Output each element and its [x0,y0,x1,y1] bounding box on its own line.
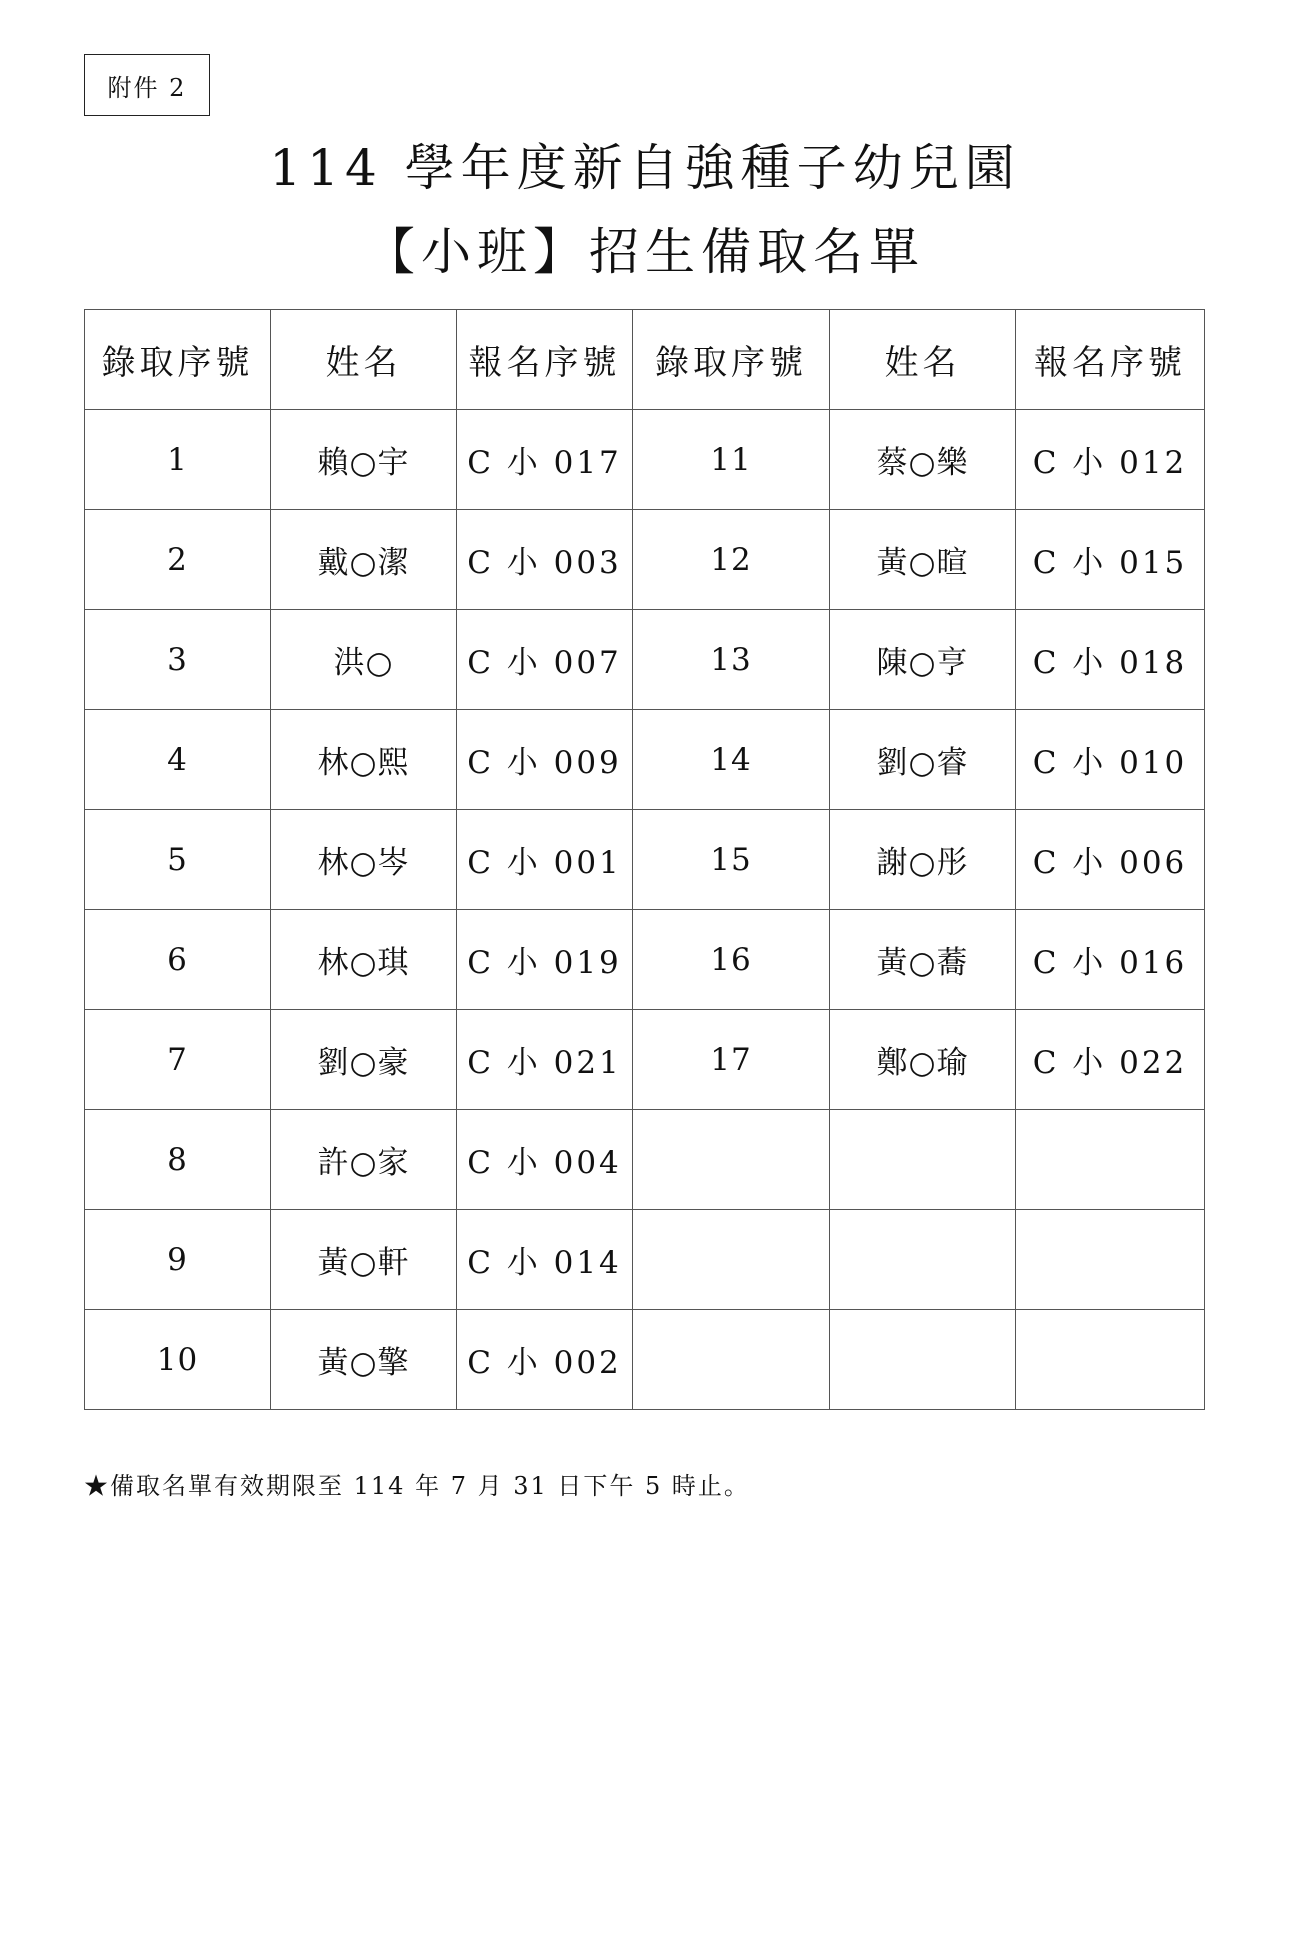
table-cell [1016,1210,1205,1310]
table-cell: C 小 002 [457,1310,633,1410]
table-cell: 2 [85,510,271,610]
table-cell: C 小 016 [1016,910,1205,1010]
header-admission-no: 錄取序號 [633,310,830,410]
table-cell: 洪○ [271,610,457,710]
table-cell: 11 [633,410,830,510]
table-row [85,410,1205,510]
table-cell: 8 [85,1110,271,1210]
page-title: 114 學年度新自強種子幼兒園 [269,139,1021,197]
table-cell [1016,1310,1205,1410]
table-cell [633,1110,830,1210]
table-row [85,1210,1205,1310]
table-cell: 黃○暄 [830,510,1016,610]
table-cell [830,1310,1016,1410]
table-row [85,510,1205,610]
table-cell: C 小 001 [457,810,633,910]
table-cell: C 小 004 [457,1110,633,1210]
table-cell: 5 [85,810,271,910]
waitlist-table [84,309,1205,1410]
table-cell: 15 [633,810,830,910]
table-cell: C 小 018 [1016,610,1205,710]
table-cell: 13 [633,610,830,710]
table-cell: 林○岑 [271,810,457,910]
table-cell: 9 [85,1210,271,1310]
table-row [85,910,1205,1010]
table-cell: C 小 003 [457,510,633,610]
table-row [85,810,1205,910]
table-cell: C 小 010 [1016,710,1205,810]
table-cell [633,1210,830,1310]
table-cell [1016,1110,1205,1210]
table-row [85,1110,1205,1210]
table-cell: 4 [85,710,271,810]
table-cell: 3 [85,610,271,710]
table-header-row [85,310,1205,410]
table-cell [830,1210,1016,1310]
table-cell: C 小 022 [1016,1010,1205,1110]
table-cell: C 小 006 [1016,810,1205,910]
table-cell: 黃○蕎 [830,910,1016,1010]
header-registration-no: 報名序號 [1016,310,1205,410]
table-cell: 戴○潔 [271,510,457,610]
table-cell: 蔡○樂 [830,410,1016,510]
table-cell: 謝○彤 [830,810,1016,910]
table-cell: 6 [85,910,271,1010]
header-name: 姓名 [271,310,457,410]
attachment-label: 附件 2 [84,54,210,116]
table-cell: C 小 007 [457,610,633,710]
table-row [85,1310,1205,1410]
page-subtitle: 【小班】招生備取名單 [365,223,925,281]
table-row [85,1010,1205,1110]
table-cell: 16 [633,910,830,1010]
table-cell: 17 [633,1010,830,1110]
table-row [85,610,1205,710]
table-cell: C 小 019 [457,910,633,1010]
table-cell: 劉○豪 [271,1010,457,1110]
table-cell: C 小 015 [1016,510,1205,610]
table-cell: 1 [85,410,271,510]
validity-note: ★備取名單有效期限至 114 年 7 月 31 日下午 5 時止。 [84,1472,750,1500]
table-cell: 7 [85,1010,271,1110]
table-cell: 賴○宇 [271,410,457,510]
table-cell: 黃○軒 [271,1210,457,1310]
table-cell: C 小 014 [457,1210,633,1310]
table-cell [633,1310,830,1410]
table-cell: 14 [633,710,830,810]
table-cell: C 小 017 [457,410,633,510]
header-name: 姓名 [830,310,1016,410]
table-cell: 黃○擎 [271,1310,457,1410]
table-cell: 陳○亨 [830,610,1016,710]
table-cell: 林○琪 [271,910,457,1010]
table-cell: C 小 012 [1016,410,1205,510]
table-cell: 許○家 [271,1110,457,1210]
table-row [85,710,1205,810]
table-cell: C 小 021 [457,1010,633,1110]
header-registration-no: 報名序號 [457,310,633,410]
table-cell: 劉○睿 [830,710,1016,810]
table-cell: 12 [633,510,830,610]
table-cell [830,1110,1016,1210]
table-cell: 10 [85,1310,271,1410]
table-cell: 鄭○瑜 [830,1010,1016,1110]
header-admission-no: 錄取序號 [85,310,271,410]
table-cell: C 小 009 [457,710,633,810]
table-cell: 林○熙 [271,710,457,810]
